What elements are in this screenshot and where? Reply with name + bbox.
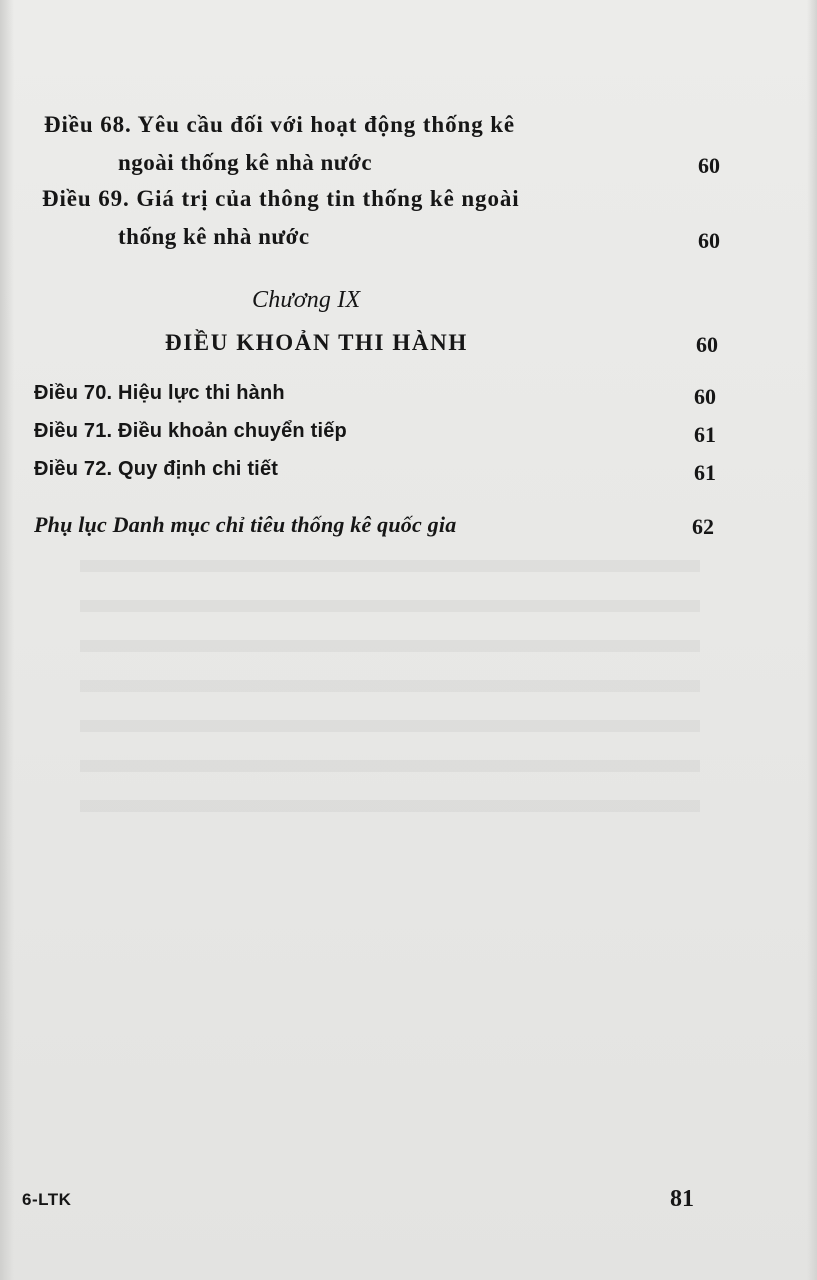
bleed-through-text bbox=[80, 560, 700, 820]
chapter-title: ĐIỀU KHOẢN THI HÀNH bbox=[165, 330, 468, 355]
toc-entry-69-line1: Điều 69. Giá trị của thông tin thống kê ngoài bbox=[42, 186, 520, 211]
toc-appendix-page: 62 bbox=[692, 514, 714, 539]
toc-entry-72: Điều 72. Quy định chi tiết bbox=[34, 458, 279, 480]
toc-entry-70-page: 60 bbox=[694, 384, 716, 409]
toc-entry-71-page: 61 bbox=[694, 422, 716, 447]
chapter-page: 60 bbox=[696, 332, 718, 357]
toc-entry-68-line1: Điều 68. Yêu cầu đối với hoạt động thống kê bbox=[44, 112, 516, 137]
toc-entry-68-page: 60 bbox=[698, 153, 720, 178]
toc-appendix: Phụ lục Danh mục chỉ tiêu thống kê quốc gia bbox=[34, 512, 457, 537]
toc-entry-72-page: 61 bbox=[694, 460, 716, 485]
toc-entry-69-page: 60 bbox=[698, 228, 720, 253]
toc-entry-71: Điều 71. Điều khoản chuyển tiếp bbox=[34, 420, 347, 442]
chapter-label: Chương IX bbox=[252, 287, 361, 313]
signature-mark: 6-LTK bbox=[22, 1190, 72, 1209]
toc-entry-68-line2: ngoài thống kê nhà nước bbox=[118, 150, 373, 175]
toc-entry-69-line2: thống kê nhà nước bbox=[118, 224, 310, 249]
toc-entry-70: Điều 70. Hiệu lực thi hành bbox=[34, 382, 285, 404]
page-number: 81 bbox=[670, 1186, 694, 1212]
